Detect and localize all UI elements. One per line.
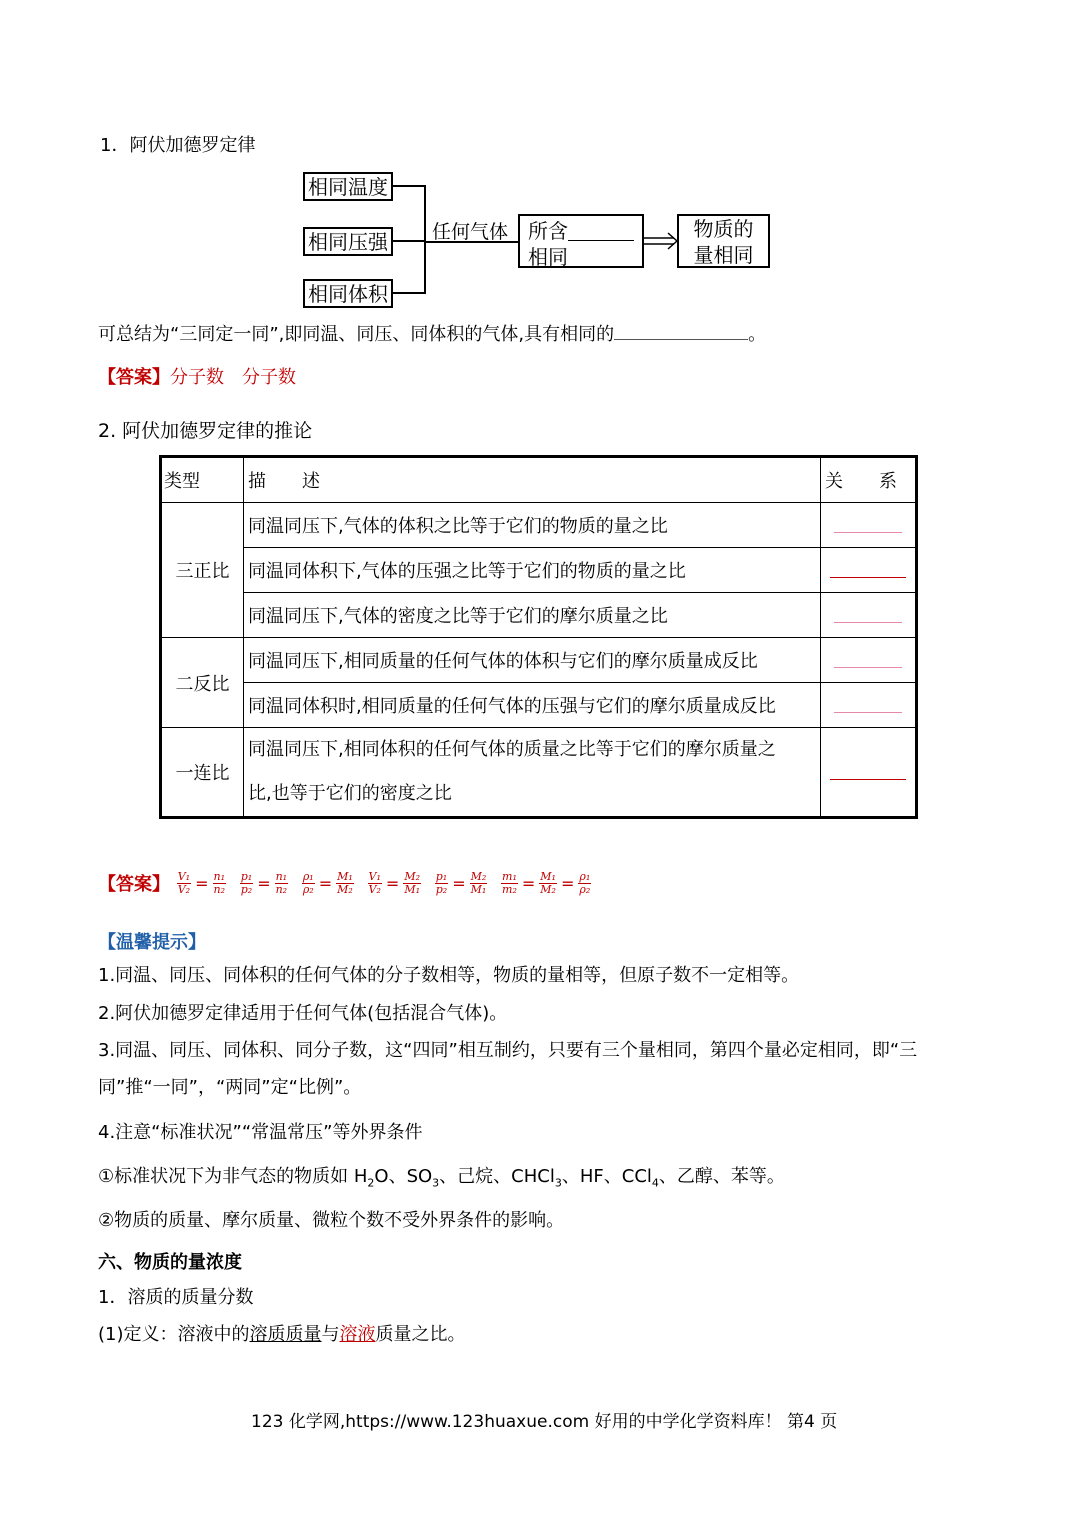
- relation-cell: [821, 593, 917, 638]
- relation-cell: [821, 638, 917, 683]
- table-row: [161, 638, 917, 683]
- relation-cell: [821, 548, 917, 593]
- middle-line1: 所含: [528, 219, 568, 243]
- table-row: [161, 593, 917, 638]
- answer2-label: 【答案】: [98, 874, 170, 895]
- table-row: [161, 728, 917, 818]
- relation-cell: [821, 728, 917, 818]
- summary-blank: [614, 325, 748, 340]
- table-row: [161, 548, 917, 593]
- description-cell: 同温同压下,气体的密度之比等于它们的摩尔质量之比: [244, 593, 821, 638]
- answer1-text: 分子数 分子数: [170, 367, 296, 388]
- table-header-row: [161, 457, 917, 503]
- section2-heading: 2. 阿伏加德罗定律的推论: [98, 420, 313, 442]
- section1-heading: 1．阿伏加德罗定律: [100, 135, 256, 156]
- type-cell: 一连比: [161, 728, 244, 818]
- answer2: 【答案】 $\frac{\text{V₁}}{\text{V₂}}$ = $\frac{\text{n₁}}{\text{n₂}}$ $\frac{\text{p₁}}{\text{p₂}}$ = $\frac{\text{n₁}}{\text{n₂}}$ $\frac{\text{ρ₁}}{\text{ρ₂}}$ = $\frac{\text{M₁}}{\text{M₂}}$ $\frac{\text{V₁}}{\text{V₂}}$ = $\frac{\text{M₂}}{\text{M₁}}$ $\frac{\text{p₁}}{\text{p₂}}$ = $\frac{\text{M₂}}{\text{M₁}}$ $\frac{\text{m₁}}{\text{m₂}}$ = $\frac{\text{M₁}}{\text{M₂}}$ = $\frac{\text{ρ₁}}{\text{ρ₂}}$: [98, 869, 591, 896]
- description-cell: 同温同压下,相同质量的任何气体的体积与它们的摩尔质量成反比: [244, 638, 821, 683]
- table-row: [161, 503, 917, 548]
- connector-label: 任何气体: [432, 221, 509, 243]
- answer1-label: 【答案】: [98, 367, 170, 388]
- tip-item: 3.同温、同压、同体积、同分子数，这“四同”相互制约，只要有三个量相同，第四个量必定相同，即“三: [98, 1040, 918, 1061]
- tip-item: ②物质的质量、摩尔质量、微粒个数不受外界条件的影响。: [98, 1210, 565, 1231]
- summary-text: 可总结为“三同定一同”,即同温、同压、同体积的气体,具有相同的: [98, 324, 615, 345]
- description-cell: 同温同压下,气体的体积之比等于它们的物质的量之比: [244, 503, 821, 548]
- relation-cell: [821, 683, 917, 728]
- page-footer: 123 化学网,https://www.123huaxue.com 好用的中学化学资料库！ 第4 页: [251, 1412, 838, 1432]
- table-row: [161, 683, 917, 728]
- tip-item: 4.注意“标准状况”“常温常压”等外界条件: [98, 1122, 423, 1143]
- description-cell: [244, 728, 821, 818]
- tip-item: 2.阿伏加德罗定律适用于任何气体(包括混合气体)。: [98, 1003, 508, 1024]
- section6-sub: 1．溶质的质量分数: [98, 1287, 254, 1308]
- summary-end: 。: [748, 324, 767, 345]
- description-line: 比,也等于它们的密度之比: [248, 783, 452, 804]
- result-line2: 量相同: [693, 243, 754, 267]
- tip-item-substances: ①标准状况下为非气态的物质如 $H_2O$、$SO_3$、己烷、CHCl$_3$、HF、CCl$_4$、乙醇、苯等。: [98, 1166, 785, 1190]
- type-cell: 三正比: [161, 503, 244, 638]
- tip-item: 1.同温、同压、同体积的任何气体的分子数相等，物质的量相等，但原子数不一定相等。: [98, 965, 800, 986]
- header-type: 类型: [161, 457, 244, 503]
- corollary-table: [159, 455, 918, 819]
- condition-pressure: 相同压强: [303, 227, 393, 256]
- tip-item: 同”推“一同”，“两同”定“比例”。: [98, 1077, 362, 1098]
- double-arrow-icon: [644, 231, 680, 251]
- description-cell: 同温同体积下,气体的压强之比等于它们的物质的量之比: [244, 548, 821, 593]
- answer1: [98, 363, 296, 389]
- tips-title: 【温馨提示】: [98, 932, 206, 953]
- section6-definition: (1)定义：溶液中的溶质质量与溶液质量之比。: [98, 1324, 466, 1345]
- header-relation: 关 系: [821, 457, 917, 503]
- type-cell: 二反比: [161, 638, 244, 728]
- middle-box: [518, 214, 644, 268]
- summary-line: [98, 320, 766, 346]
- middle-line2: 相同: [528, 245, 568, 269]
- condition-volume: 相同体积: [303, 279, 393, 308]
- result-box: [677, 214, 770, 268]
- relation-cell: [821, 503, 917, 548]
- description-line: 同温同压下,相同体积的任何气体的质量之比等于它们的摩尔质量之: [248, 739, 776, 760]
- header-description: 描 述: [244, 457, 821, 503]
- description-cell: 同温同体积时,相同质量的任何气体的压强与它们的摩尔质量成反比: [244, 683, 821, 728]
- section6-title: 六、物质的量浓度: [98, 1252, 242, 1273]
- result-line1: 物质的: [693, 217, 754, 241]
- condition-temperature: 相同温度: [303, 172, 393, 201]
